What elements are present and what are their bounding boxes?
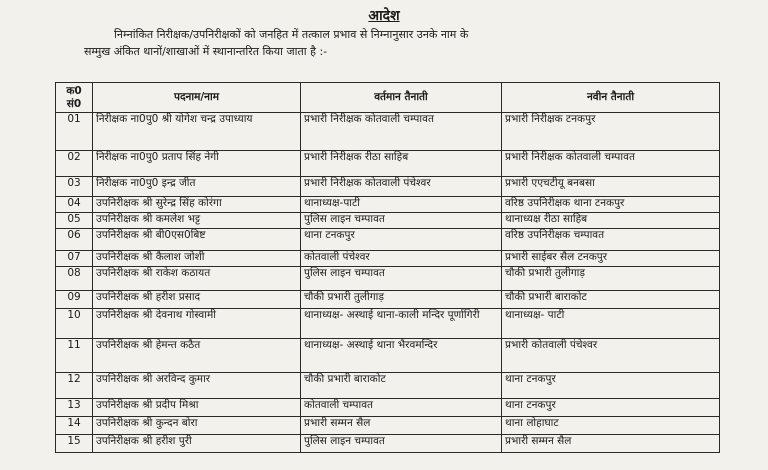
cell-name: उपनिरीक्षक श्री सुरेन्द्र सिंह कोरंगा xyxy=(93,197,301,213)
cell-new-posting: प्रभारी कोतवाली पंचेश्वर xyxy=(502,339,720,373)
cell-name: उपनिरीक्षक श्री कमलेश भट्ट xyxy=(93,213,301,229)
table-header-row xyxy=(56,83,720,113)
cell-name: उपनिरीक्षक श्री प्रदीप मिश्रा xyxy=(93,399,301,417)
header-designation-name: पदनाम/नाम xyxy=(93,83,301,113)
cell-new-posting: थाना लोहाघाट xyxy=(502,417,720,435)
cell-serial: 11 xyxy=(56,339,93,373)
table-row xyxy=(56,177,720,197)
cell-current-posting: प्रभारी निरीक्षक कोतवाली चम्पावत xyxy=(301,113,502,151)
cell-serial: 03 xyxy=(56,177,93,197)
cell-new-posting: थानाध्यक्ष रीठा साहिब xyxy=(502,213,720,229)
cell-serial: 04 xyxy=(56,197,93,213)
cell-new-posting: प्रभारी निरीक्षक कोतवाली चम्पावत xyxy=(502,151,720,177)
cell-new-posting: प्रभारी साईबर सैल टनकपुर xyxy=(502,251,720,267)
cell-current-posting: थानाध्यक्ष- अस्थाई थाना-काली मन्दिर पूर्णागिरी xyxy=(301,309,502,339)
table-row xyxy=(56,229,720,251)
table-row xyxy=(56,309,720,339)
cell-serial: 01 xyxy=(56,113,93,151)
cell-current-posting: कोतवाली चम्पावत xyxy=(301,399,502,417)
header-current-posting: वर्तमान तैनाती xyxy=(301,83,502,113)
cell-current-posting: प्रभारी सम्मन सैल xyxy=(301,417,502,435)
cell-current-posting: प्रभारी निरीक्षक कोतवाली पंचेश्वर xyxy=(301,177,502,197)
cell-current-posting: थाना टनकपुर xyxy=(301,229,502,251)
cell-new-posting: थाना टनकपुर xyxy=(502,399,720,417)
cell-name: निरीक्षक ना0पु0 इन्द्र जीत xyxy=(93,177,301,197)
cell-name: उपनिरीक्षक श्री हेमन्त कठैत xyxy=(93,339,301,373)
document-title: आदेश xyxy=(368,8,400,24)
cell-name: उपनिरीक्षक श्री बी0एस0बिष्ट xyxy=(93,229,301,251)
table-row xyxy=(56,339,720,373)
table-row xyxy=(56,417,720,435)
table-row xyxy=(56,373,720,399)
table-row xyxy=(56,267,720,291)
table-row xyxy=(56,151,720,177)
cell-serial: 10 xyxy=(56,309,93,339)
cell-name: उपनिरीक्षक श्री देवनाथ गोस्वामी xyxy=(93,309,301,339)
table-row xyxy=(56,113,720,151)
cell-current-posting: थानाध्यक्ष-पाटी xyxy=(301,197,502,213)
cell-new-posting: थानाध्यक्ष- पाटी xyxy=(502,309,720,339)
cell-serial: 09 xyxy=(56,291,93,309)
cell-new-posting: प्रभारी निरीक्षक टनकपुर xyxy=(502,113,720,151)
table-row xyxy=(56,213,720,229)
cell-name: उपनिरीक्षक श्री कैलाश जोशी xyxy=(93,251,301,267)
cell-serial: 02 xyxy=(56,151,93,177)
cell-current-posting: चौकी प्रभारी तुलीगाड़ xyxy=(301,291,502,309)
cell-name: उपनिरीक्षक श्री राकेश कठायत xyxy=(93,267,301,291)
cell-serial: 12 xyxy=(56,373,93,399)
cell-new-posting: प्रभारी सम्मन सैल xyxy=(502,435,720,453)
intro-line-2: सम्मुख अंकित थानों/शाखाओं में स्थानान्तरित किया जाता है :- xyxy=(84,45,328,58)
cell-name: उपनिरीक्षक श्री कुन्दन बोरा xyxy=(93,417,301,435)
cell-new-posting: प्रभारी एएचटीयू बनबसा xyxy=(502,177,720,197)
table-row xyxy=(56,435,720,453)
cell-current-posting: चौकी प्रभारी बाराकोट xyxy=(301,373,502,399)
cell-serial: 13 xyxy=(56,399,93,417)
cell-current-posting: पुलिस लाइन चम्पावत xyxy=(301,435,502,453)
cell-new-posting: चौकी प्रभारी बाराकोट xyxy=(502,291,720,309)
cell-current-posting: कोतवाली पंचेश्वर xyxy=(301,251,502,267)
cell-serial: 05 xyxy=(56,213,93,229)
table-row xyxy=(56,291,720,309)
cell-serial: 06 xyxy=(56,229,93,251)
cell-serial: 08 xyxy=(56,267,93,291)
table-row xyxy=(56,399,720,417)
table-row xyxy=(56,251,720,267)
header-new-posting: नवीन तैनाती xyxy=(502,83,720,113)
cell-current-posting: थानाध्यक्ष- अस्थाई थाना भैरवमन्दिर xyxy=(301,339,502,373)
cell-serial: 15 xyxy=(56,435,93,453)
cell-serial: 07 xyxy=(56,251,93,267)
cell-new-posting: चौकी प्रभारी तुलीगाड़ xyxy=(502,267,720,291)
header-serial-number: क0 सं0 xyxy=(56,83,93,113)
cell-new-posting: वरिष्ठ उपनिरीक्षक थाना टनकपुर xyxy=(502,197,720,213)
cell-current-posting: पुलिस लाइन चम्पावत xyxy=(301,267,502,291)
cell-new-posting: थाना टनकपुर xyxy=(502,373,720,399)
cell-name: उपनिरीक्षक श्री अरविन्द कुमार xyxy=(93,373,301,399)
cell-serial: 14 xyxy=(56,417,93,435)
cell-name: उपनिरीक्षक श्री हरीश पुरी xyxy=(93,435,301,453)
cell-current-posting: प्रभारी निरीक्षक रीठा साहिब xyxy=(301,151,502,177)
cell-name: उपनिरीक्षक श्री हरीश प्रसाद xyxy=(93,291,301,309)
cell-name: निरीक्षक ना0पु0 श्री योगेश चन्द्र उपाध्याय xyxy=(93,113,301,151)
table-row xyxy=(56,197,720,213)
transfer-table xyxy=(55,82,720,453)
cell-current-posting: पुलिस लाइन चम्पावत xyxy=(301,213,502,229)
intro-line-1: निम्नांकित निरीक्षक/उपनिरीक्षकों को जनहित में तत्काल प्रभाव से निम्नानुसार उनके नाम के xyxy=(114,28,469,41)
cell-new-posting: वरिष्ठ उपनिरीक्षक चम्पावत xyxy=(502,229,720,251)
intro-paragraph xyxy=(84,26,684,60)
cell-name: निरीक्षक ना0पु0 प्रताप सिंह नेगी xyxy=(93,151,301,177)
